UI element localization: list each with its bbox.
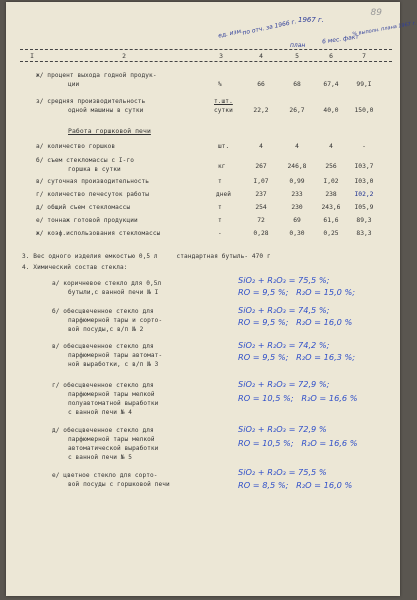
table-rule-bottom [20,61,392,62]
col-num-3: 3 [219,52,223,60]
row-value: 99,I [356,81,372,88]
glass-formula-ro: RO = 10,5 %; R₂O = 16,6 % [238,438,358,448]
glass-formula-ro: RO = 9,5 %; R₂O = 16,0 % [238,317,353,327]
row-unit: т [218,178,222,185]
row-value: 26,7 [289,107,305,114]
item-3-weight: 3. Вес одного изделия емкостью 0,5 л стандартная бутыль- 470 г [22,253,271,260]
row-value: 4 [295,143,299,150]
row-value: 254 [255,204,267,211]
glass-desc-line: г/ обесцвеченное стекло для [52,382,154,389]
glass-formula-sio2: SiO₂ + R₂O₃ = 75,5 % [238,467,327,477]
row-label-cont: ции [68,81,80,88]
row-value: I,07 [253,178,269,185]
row-unit: - [218,230,222,237]
handwritten-header-percent: % выполн. плана 1967 г. [351,20,417,38]
col-num-5: 5 [295,52,299,60]
row-label-cont: одной машины в сутки [68,107,144,114]
glass-formula-sio2: SiO₂ + R₂O₃ = 74,5 %; [238,305,330,315]
row-label: г/ количество печесуток работы [36,191,150,198]
glass-desc-line: парфюмерной тары мелкой [68,391,155,398]
row-label: ж/ коэф.использования стекломассы [36,230,161,237]
glass-desc-line: с ванной печи № 4 [68,409,133,416]
row-label: в/ суточная производительность [36,178,150,185]
col-num-1: I [30,52,34,60]
col-num-4: 4 [259,52,263,60]
handwritten-header-unit: ед. изм. [217,27,244,40]
handwritten-header-report-1966: по отч. за 1966 г. [241,18,298,37]
row-label: з/ средняя производительность [36,98,146,105]
row-label: б/ съем стекломассы с I-го [36,157,134,164]
glass-desc-line: е/ цветное стекло для сорто- [52,472,158,479]
glass-formula-sio2: SiO₂ + R₂O₃ = 75,5 %; [238,275,330,285]
glass-desc-line: а/ коричневое стекло для 0,5л [52,280,162,287]
col-num-2: 2 [122,52,126,60]
row-value: 0,30 [289,230,305,237]
row-value: 237 [255,191,267,198]
glass-desc-line: вой посуды,с в/п № 2 [68,326,144,333]
row-value: 61,6 [323,217,339,224]
row-value: 89,3 [356,217,372,224]
row-value: 40,0 [323,107,339,114]
row-value: 83,3 [356,230,372,237]
row-unit: т [218,204,222,211]
row-unit: % [218,81,222,88]
glass-formula-ro: RO = 9,5 %; R₂O = 16,3 %; [238,352,356,362]
handwritten-header-year: 1967 г. [298,16,324,24]
row-value: 267 [255,163,267,170]
row-label: а/ количество горшков [36,143,116,150]
glass-desc-line: бутыли,с ванной печи № I [68,289,159,296]
glass-formula-ro: RO = 10,5 %; R₂O = 16,6 % [238,393,358,403]
row-value: 4 [329,143,333,150]
row-value: 72 [257,217,265,224]
row-value: 150,0 [354,107,374,114]
glass-formula-sio2: SiO₂ + R₂O₃ = 72,9 %; [238,379,330,389]
glass-desc-line: парфюмерной тары автомат- [68,352,163,359]
row-value: I05,9 [354,204,374,211]
row-value: 238 [325,191,337,198]
glass-desc-line: парфюмерной тары и сорто- [68,317,163,324]
row-value: 69 [293,217,301,224]
row-label: ж/ процент выхода годной продук- [36,72,157,79]
row-value: 246,8 [287,163,307,170]
glass-desc-line: д/ обесцвеченное стекло для [52,427,154,434]
row-label: е/ тоннаж готовой продукции [36,217,138,224]
row-value: 67,4 [323,81,339,88]
row-value: 22,2 [253,107,269,114]
section-title: Работа горшковой печи [68,127,151,135]
glass-formula-sio2: SiO₂ + R₂O₃ = 72,9 % [238,424,327,434]
glass-desc-line: автоматической выработки [68,445,159,452]
row-unit: т [218,217,222,224]
row-value: 233 [291,191,303,198]
glass-desc-line: б/ обесцвеченное стекло для [52,308,154,315]
page-number: 89 [370,8,382,18]
row-value: 4 [259,143,263,150]
glass-desc-line: с ванной печи № 5 [68,454,133,461]
row-unit: шт. [218,143,230,150]
row-unit-cont: сутки [214,107,233,114]
row-value: 0,25 [323,230,339,237]
row-value: I03,7 [354,163,374,170]
row-value: 68 [293,81,301,88]
row-label-cont: горшка в сутки [68,166,121,173]
glass-desc-line: в/ обесцвеченное стекло для [52,343,154,350]
row-value: 66 [257,81,265,88]
row-unit: т.шт. [214,98,233,105]
row-value: I,02 [323,178,339,185]
glass-formula-ro: RO = 8,5 %; R₂O = 16,0 % [238,480,353,490]
row-value: 0,28 [253,230,269,237]
row-value: 243,6 [321,204,341,211]
glass-desc-line: парфюмерной тары мелкой [68,436,155,443]
row-unit: дней [216,191,232,198]
item-4-chem-title: 4. Химический состав стекла: [22,264,128,271]
glass-formula-ro: RO = 9,5 %; R₂O = 15,0 %; [238,287,356,297]
glass-desc-line: вой посуды с горшковой печи [68,481,170,488]
row-unit: кг [218,163,226,170]
handwritten-header-fact: 6 мес. факт [321,33,360,46]
handwritten-header-plan: план [290,42,306,49]
row-value: - [362,143,366,150]
row-value: I03,0 [354,178,374,185]
row-value: 0,99 [289,178,305,185]
glass-desc-line: полуавтоматной выработки [68,400,159,407]
row-value: I02,2 [354,191,374,198]
row-value: 256 [325,163,337,170]
document-page [6,2,417,596]
row-label: д/ общий съем стекломассы [36,204,131,211]
glass-formula-sio2: SiO₂ + R₂O₃ = 74,2 %; [238,340,330,350]
col-num-6: 6 [329,52,333,60]
col-num-7: 7 [362,52,366,60]
row-value: 230 [291,204,303,211]
glass-desc-line: ной выработки, с в/п № 3 [68,361,159,368]
table-rule-top [20,49,392,50]
